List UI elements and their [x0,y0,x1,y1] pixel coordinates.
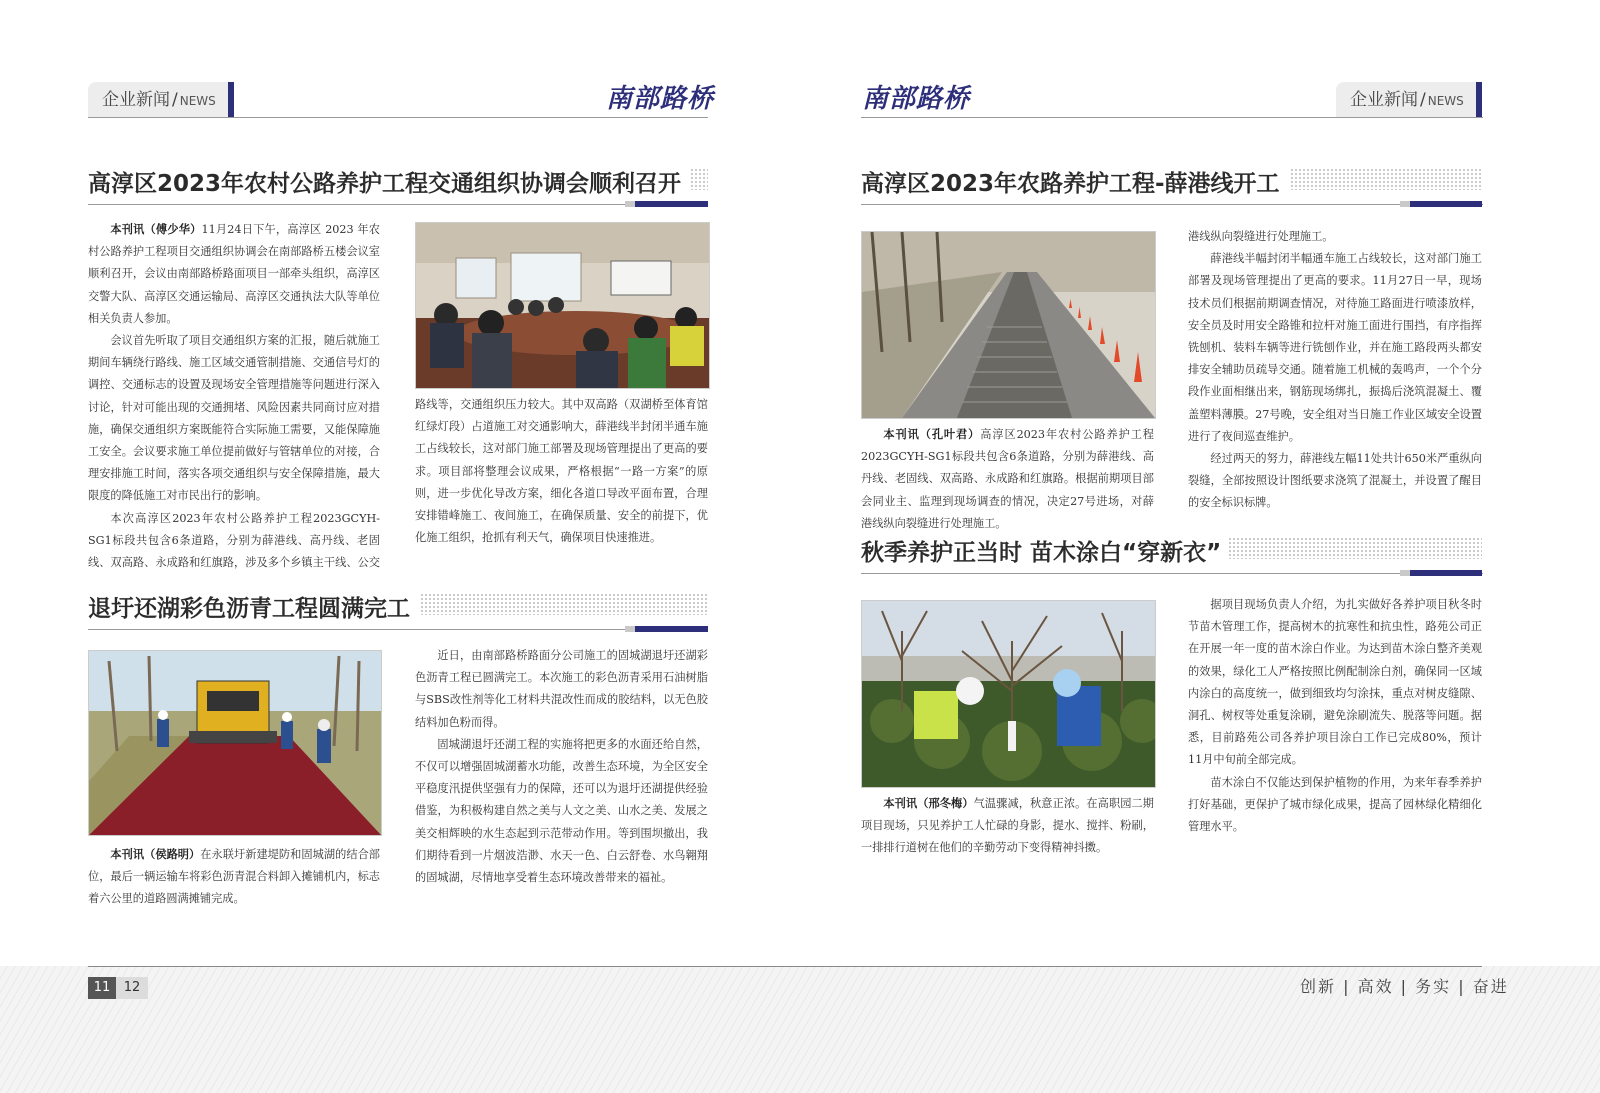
title-underline [88,629,708,630]
asphalt-paving-photo [88,650,382,836]
paragraph: 固城湖退圩还湖工程的实施将把更多的水面还给自然，不仅可以增强固城湖蓄水功能，改善生态环境，为全区安全平稳度汛提供坚强有力的保障，还可以为退圩还湖提供经验借鉴，为积极构建自然之美与人文之美、山水之美、发展之美交相辉映的水生态起到示范带动作用。等到围坝撤出，我们期待看到一片烟波浩渺、水天一色、白云舒卷、水鸟翱翔的固城湖，尽情地享受着生态环境改善带来的福祉。 [415,737,708,885]
title-underline-accent [1400,570,1410,576]
road-construction-photo [861,231,1156,419]
footer-slogan: 创新 | 高效 | 务实 | 奋进 [1300,977,1509,996]
title-underline-accent [625,201,635,207]
section-label: 企业新闻 [102,90,170,110]
caption-continued: 港线纵向裂缝进行处理施工。 [1188,230,1334,243]
article-title: 高淳区2023年农村公路养护工程交通组织协调会顺利召开 [88,165,689,198]
header-rule-right [861,117,1483,118]
paragraph: 薛港线半幅封闭半幅通车施工占线较长，这对部门施工部署及现场管理提出了更高的要求。11月27日一早，现场技术员们根据前期调查情况，对待施工路面进行喷漆放样，安全员及时用安全路锥和拉杆对施工面进行围挡，有序指挥铣刨机、装料车辆等进行铣刨作业，并在施工路段两头都安排安全辅助员疏导交通。随着施工机械的轰鸣声，一个个分段作业面相继出来，钢筋现场绑扎，振捣后浇筑混凝土、覆盖塑料薄膜。27号晚，安全组对当日施工作业区域安全设置进行了夜间巡查维护。 [1188,252,1482,443]
title-underline-accent [1400,201,1410,207]
article-body-col2 [415,394,708,574]
title-underline [861,204,1483,205]
meeting-photo [415,222,710,389]
page-number-left: 11 [88,977,116,999]
article-title: 高淳区2023年农路养护工程-薛港线开工 [861,165,1288,198]
photo-caption [861,423,1154,535]
title-dots [690,168,708,190]
section-tab-right [1336,82,1482,118]
header-rule-left [88,117,708,118]
byline: 本刊讯（傅少华） [110,222,202,236]
article-body-col1 [88,218,380,574]
paragraph: 近日，由南部路桥路面分公司施工的固城湖退圩还湖彩色沥青工程已圆满完工。本次施工的彩色沥青采用石油树脂与SBS改性剂等化工材料共混改性而成的胶结料，以无色胶结料加色粉而得。 [415,649,708,729]
title-underline-bar [1410,201,1482,207]
article-title: 退圩还湖彩色沥青工程圆满完工 [88,590,418,623]
page-number-right: 12 [116,977,148,999]
caption-text: 气温骤减，秋意正浓。在高职园二期项目现场，只见养护工人忙碌的身影，提水、搅拌、粉刷，一排排行道树在他们的辛勤劳动下变得精神抖擞。 [861,797,1154,855]
brand-logo-left: 南部路桥 [606,84,715,114]
title-underline-bar [635,201,708,207]
brand-logo-right: 南部路桥 [862,84,971,114]
section-sep: / [1420,90,1426,110]
article-body [415,645,708,889]
article-body [1188,226,1482,515]
section-label: 企业新闻 [1350,90,1418,110]
tree-whitewash-photo [861,600,1156,788]
title-dots [1290,168,1482,190]
title-underline [88,204,708,205]
paragraph-continued: 路线等，交通组织压力较大。其中双高路（双湖桥至体育馆红绿灯段）占道施工对交通影响大，薛港线半封闭半通车施工占线较长，这对部门施工部署及现场管理提出了更高的要求。项目部将整理会议成果，严格根据“一路一方案”的原则，进一步优化导改方案，细化各道口导改平面布置，合理安排错峰施工、夜间施工，在确保质量、安全的前提下，优化施工组织，抢抓有利天气，确保项目快速推进。 [415,398,708,545]
section-sep: / [172,90,178,110]
article-title: 秋季养护正当时 苗木涂白“穿新衣” [861,534,1229,567]
byline: 本刊讯（孔叶君） [883,427,981,441]
byline: 本刊讯（侯路明） [110,847,201,861]
byline: 本刊讯（邢冬梅） [883,796,974,810]
section-sub: NEWS [179,94,216,108]
photo-caption [88,843,380,911]
paragraph: 苗木涂白不仅能达到保护植物的作用，为来年春季养护打好基础，更保护了城市绿化成果，提高了园林绿化精细化管理水平。 [1188,775,1482,834]
paragraph: 经过两天的努力，薛港线左幅11处共计650米严重纵向裂缝，全部按照设计图纸要求浇筑了混凝土，并设置了醒目的安全标识标牌。 [1188,452,1482,510]
paragraph: 据项目现场负责人介绍，为扎实做好各养护项目秋冬时节苗木管理工作，提高树木的抗寒性和抗虫性，路苑公司正在开展一年一度的苗木涂白作业。为达到苗木涂白整齐美观的效果，绿化工人严格按照比例配制涂白剂，确保同一区域内涂白的高度统一，做到细致均匀涂抹，重点对树皮缝隙、洞孔、树杈等处重复涂刷，避免涂刷流失、脱落等问题。据悉，目前路苑公司各养护项目涂白工作已完成80%，预计11月中旬前全部完成。 [1188,598,1482,767]
article-body [1188,594,1482,838]
paragraph: 本次高淳区2023年农村公路养护工程2023GCYH-SG1标段共包含6条道路，分别为薛港线、高丹线、老固线、双高路、永成路和红旗路，涉及多个乡镇主干线、公交 [88,511,380,570]
section-tab-left [88,82,234,118]
title-underline [861,573,1483,574]
paragraph: 11月24日下午，高淳区 2023 年农村公路养护工程项目交通组织协调会在南部路桥五楼会议室顺利召开，会议由南部路桥路面项目一部牵头组织，高淳区交警大队、高淳区交通运输局、高淳区交通执法大队等单位相关负责人参加。 [88,223,380,325]
paragraph: 会议首先听取了项目交通组织方案的汇报，随后就施工期间车辆绕行路线、施工区域交通管制措施、交通信号灯的调控、交通标志的设置及现场安全管理措施等问题进行深入讨论，针对可能出现的交通拥堵、风险因素共同商讨应对措施，确保交通组织方案既能符合实际施工需要，又能保障施工安全。会议要求施工单位提前做好与管辖单位的对接，合理安排施工时间，落实各项交通组织与安全保障措施，最大限度的降低施工对市民出行的影响。 [88,334,380,503]
caption-text: 高淳区2023年农村公路养护工程2023GCYH-SG1标段共包含6条道路，分别为薛港线、高丹线、老固线、双高路、永成路和红旗路。根据前期项目部会同业主、监理到现场调查的情况，决定27号进场，对薛港线纵向裂缝进行处理施工。 [861,428,1154,530]
caption-text: 在永联圩新建堤防和固城湖的结合部位，最后一辆运输车将彩色沥青混合料卸入摊铺机内，标志着六公里的道路圆满摊铺完成。 [88,848,380,906]
title-underline-bar [1410,570,1482,576]
title-underline-bar [635,626,708,632]
photo-caption [861,792,1154,860]
section-sub: NEWS [1427,94,1464,108]
title-dots [1228,537,1482,559]
footer-rule [88,966,1482,967]
title-dots [420,593,708,615]
title-underline-accent [625,626,635,632]
